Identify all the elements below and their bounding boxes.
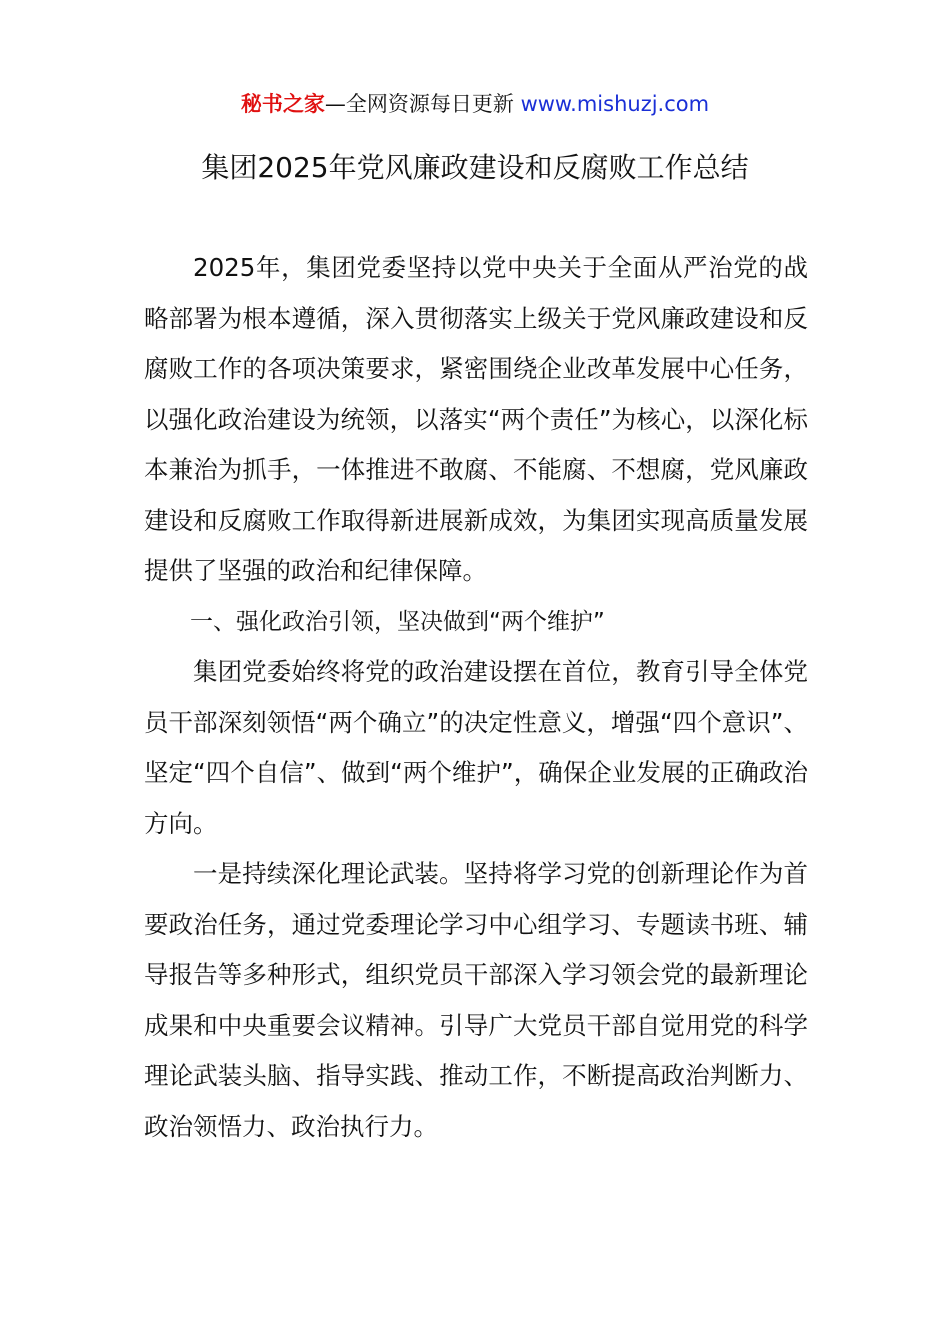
site-url-link[interactable]: www.mishuzj.com [520, 92, 710, 116]
section-paragraph: 集团党委始终将党的政治建设摆在首位，教育引导全体党员干部深刻领悟“两个确立”的决定性意义，增强“四个意识”、坚定“四个自信”、做到“两个维护”，确保企业发展的正确政治方向。 [144, 657, 808, 838]
header-slogan: —全网资源每日更新 [324, 92, 521, 116]
section-paragraph: 一是持续深化理论武装。坚持将学习党的创新理论作为首要政治任务，通过党委理论学习中心组学习、专题读书班、辅导报告等多种形式，组织党员干部深入学习领会党的最新理论成果和中央重要会议精神。引导广大党员干部自觉用党的科学理论武装头脑、指导实践、推动工作，不断提高政治判断力、政治领悟力、政治执行力。 [144, 859, 808, 1141]
brand-name: 秘书之家 [240, 92, 325, 116]
site-header [0, 88, 950, 120]
document-title: 集团2025年党风廉政建设和反腐败工作总结 [201, 151, 749, 184]
section-heading: 一、强化政治引领，坚决做到“两个维护” [190, 608, 605, 635]
intro-paragraph: 2025年，集团党委坚持以党中央关于全面从严治党的战略部署为根本遵循，深入贯彻落实上级关于党风廉政建设和反腐败工作的各项决策要求，紧密围绕企业改革发展中心任务，以强化政治建设为统领，以落实“两个责任”为核心，以深化标本兼治为抓手，一体推进不敢腐、不能腐、不想腐，党风廉政建设和反腐败工作取得新进展新成效，为集团实现高质量发展提供了坚强的政治和纪律保障。 [144, 253, 808, 585]
document-body [144, 243, 808, 1152]
